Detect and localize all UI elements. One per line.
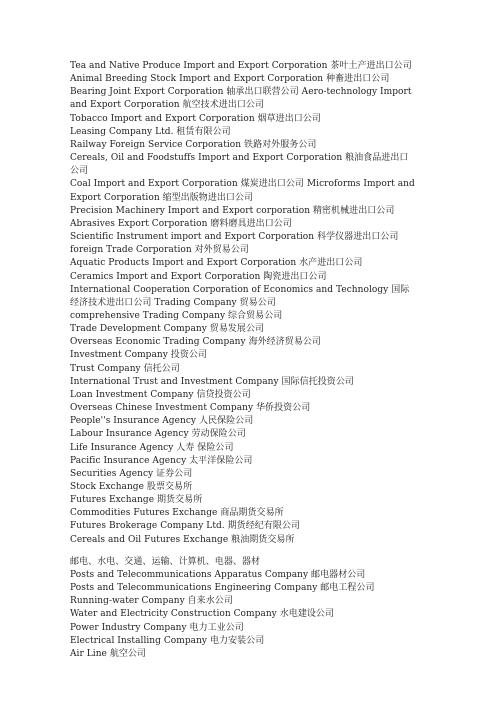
text-line: Life Insurance Agency 人寿 保险公司 (70, 442, 234, 453)
text-line: Overseas Chinese Investment Company 华侨投资公司 (70, 403, 311, 414)
section-gap (70, 547, 415, 556)
text-line: People''s Insurance Agency 人民保险公司 (70, 416, 254, 427)
text-line: Trade Development Company 贸易发展公司 (70, 324, 265, 335)
text-line: Securities Agency 证券公司 (70, 468, 193, 479)
text-line: Railway Foreign Service Corporation 铁路对外服务公司 (70, 139, 317, 150)
text-line: Tea and Native Produce Import and Export Corporation 茶叶土产进出口公司 (70, 61, 412, 71)
text-line: Stock Exchange 股票交易所 (70, 482, 193, 492)
text-line: Futures Brokerage Company Ltd. 期货经纪有限公司 (70, 521, 301, 532)
text-line: Electrical Installing Company 电力安装公司 (70, 635, 265, 646)
text-line: Animal Breeding Stock Import and Export Corporation 种畜进出口公司 (70, 74, 390, 85)
text-line: Air Line 航空公司 (70, 648, 147, 659)
text-line: Posts and Telecommunications Apparatus Company 邮电器材公司 (70, 569, 366, 580)
text-line: Loan Investment Company 信贷投资公司 (70, 389, 251, 400)
document-body (70, 60, 415, 661)
text-line: Abrasives Export Corporation 磨料磨具进出口公司 (70, 218, 292, 229)
text-line: Aquatic Products Import and Export Corporation 水产进出口公司 (70, 258, 363, 269)
text-line: Investment Company 投资公司 (70, 350, 207, 361)
text-line: Futures Exchange 期货交易所 (70, 495, 203, 506)
text-line: Ceramics Import and Export Corporation 陶瓷进出口公司 (70, 271, 327, 282)
text-line: Bearing Joint Export Corporation 轴承出口联营公司 Aero-technology Import and Export Corporation 航空技术进出口公司 (70, 87, 412, 111)
text-line: Labour Insurance Agency 劳动保险公司 (70, 429, 246, 440)
text-line: Commodities Futures Exchange 商品期货交易所 (70, 508, 284, 519)
text-line: Tobacco Import and Export Corporation 烟草进出口公司 (70, 113, 321, 124)
text-line: Trust Company 信托公司 (70, 363, 180, 374)
text-line: Coal Import and Export Corporation 煤炭进出口公司 Microforms Import and Export Corporation 缩型出版物进出口公司 (70, 179, 415, 203)
text-line: International Trust and Investment Company 国际信托投资公司 (70, 376, 354, 387)
text-line: International Cooperation Corporation of Economics and Technology 国际经济技术进出口公司 Trading Company 贸易公司 (70, 284, 410, 308)
text-line: foreign Trade Corporation 对外贸易公司 (70, 245, 249, 256)
text-line: Posts and Telecommunications Engineering Company 邮电工程公司 Running-water Company 自来水公司 (70, 583, 375, 607)
text-line: Precision Machinery Import and Export corporation 精密机械进出口公司 (70, 205, 395, 216)
text-line: Scientific Instrument import and Export Corporation 科学仪器进出口公司 (70, 232, 399, 243)
trade-company-list (70, 60, 415, 547)
text-line: Leasing Company Ltd. 租赁有限公司 (70, 126, 231, 137)
text-line: Cereals, Oil and Foodstuffs Import and Export Corporation 粮油食品进出口公司 (70, 153, 409, 177)
text-line: Cereals and Oil Futures Exchange 粮油期货交易所 (70, 534, 295, 545)
utility-company-list (70, 556, 415, 661)
text-line: 邮电、水电、交通、运输、计算机、电器、器材 (70, 556, 261, 567)
text-line: Pacific Insurance Agency 太平洋保险公司 (70, 455, 253, 466)
text-line: comprehensive Trading Company 综合贸易公司 (70, 310, 283, 321)
text-line: Power Industry Company 电力工业公司 (70, 622, 244, 633)
text-line: Water and Electricity Construction Company 水电建设公司 (70, 609, 335, 620)
text-line: Overseas Economic Trading Company 海外经济贸易公司 (70, 337, 321, 348)
